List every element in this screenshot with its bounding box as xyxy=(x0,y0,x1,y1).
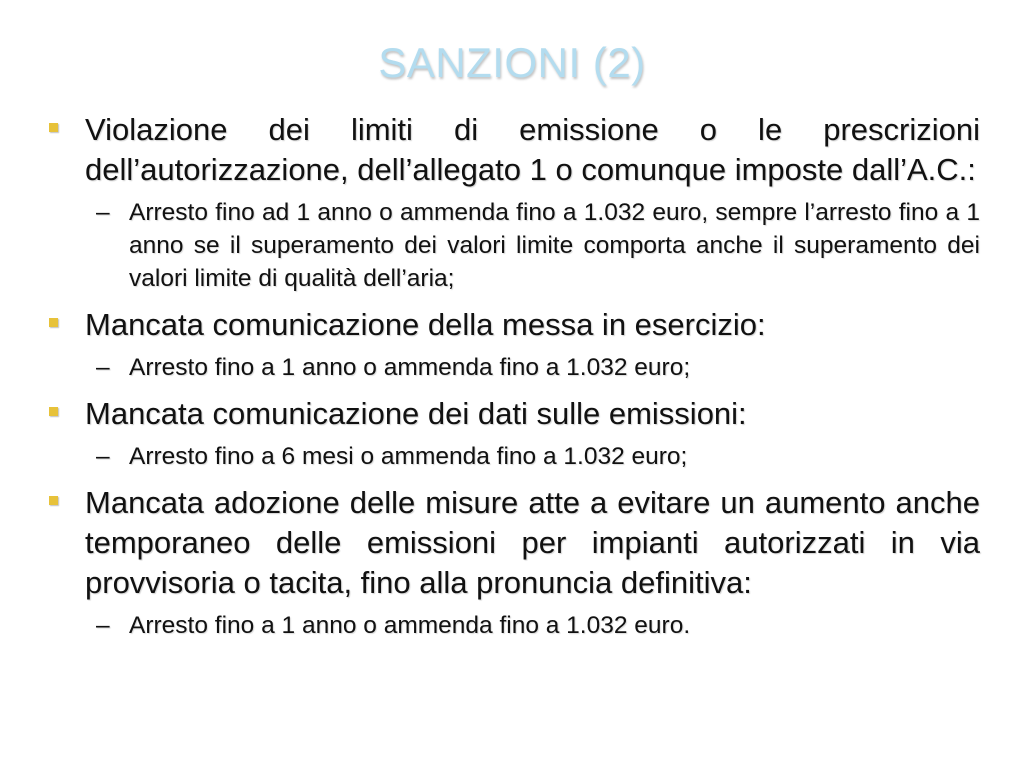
bullet-text: Violazione dei limiti di emissione o le prescrizioni dell’autorizzazione, dell’allegato 1 o comunque imposte dall’A.C.: xyxy=(85,112,980,187)
slide-title: SANZIONI (2) xyxy=(378,39,646,86)
sub-bullet-text: Arresto fino a 1 anno o ammenda fino a 1.032 euro; xyxy=(129,354,691,381)
bullet-item xyxy=(47,305,980,345)
slide-content xyxy=(47,110,980,652)
bullet-item xyxy=(47,483,980,603)
bullet-text: Mancata comunicazione dei dati sulle emissioni: xyxy=(85,396,747,431)
square-bullet-icon xyxy=(49,496,58,505)
sub-bullet-text: Arresto fino ad 1 anno o ammenda fino a 1.032 euro, sempre l’arresto fino a 1 anno se il superamento dei valori limite comporta anche il superamento dei valori limite di qualità dell’aria; xyxy=(129,199,980,292)
sub-bullet-item xyxy=(96,609,980,642)
bullet-text: Mancata adozione delle misure atte a evitare un aumento anche temporaneo delle emissioni per impianti autorizzati in via provvisoria o tacita, fino alla pronuncia definitiva: xyxy=(85,485,980,600)
dash-bullet-icon: – xyxy=(96,443,110,470)
square-bullet-icon xyxy=(49,407,58,416)
bullet-item xyxy=(47,110,980,190)
sub-bullet-item xyxy=(96,440,980,473)
sub-bullet-text: Arresto fino a 6 mesi o ammenda fino a 1.032 euro; xyxy=(129,443,688,470)
sub-bullet-text: Arresto fino a 1 anno o ammenda fino a 1.032 euro. xyxy=(129,612,691,639)
bullet-item xyxy=(47,394,980,434)
sub-bullet-item xyxy=(96,351,980,384)
bullet-text: Mancata comunicazione della messa in esercizio: xyxy=(85,307,766,342)
square-bullet-icon xyxy=(49,123,58,132)
sub-bullet-item xyxy=(96,196,980,295)
square-bullet-icon xyxy=(49,318,58,327)
dash-bullet-icon: – xyxy=(96,199,110,226)
dash-bullet-icon: – xyxy=(96,354,110,381)
dash-bullet-icon: – xyxy=(96,612,110,639)
